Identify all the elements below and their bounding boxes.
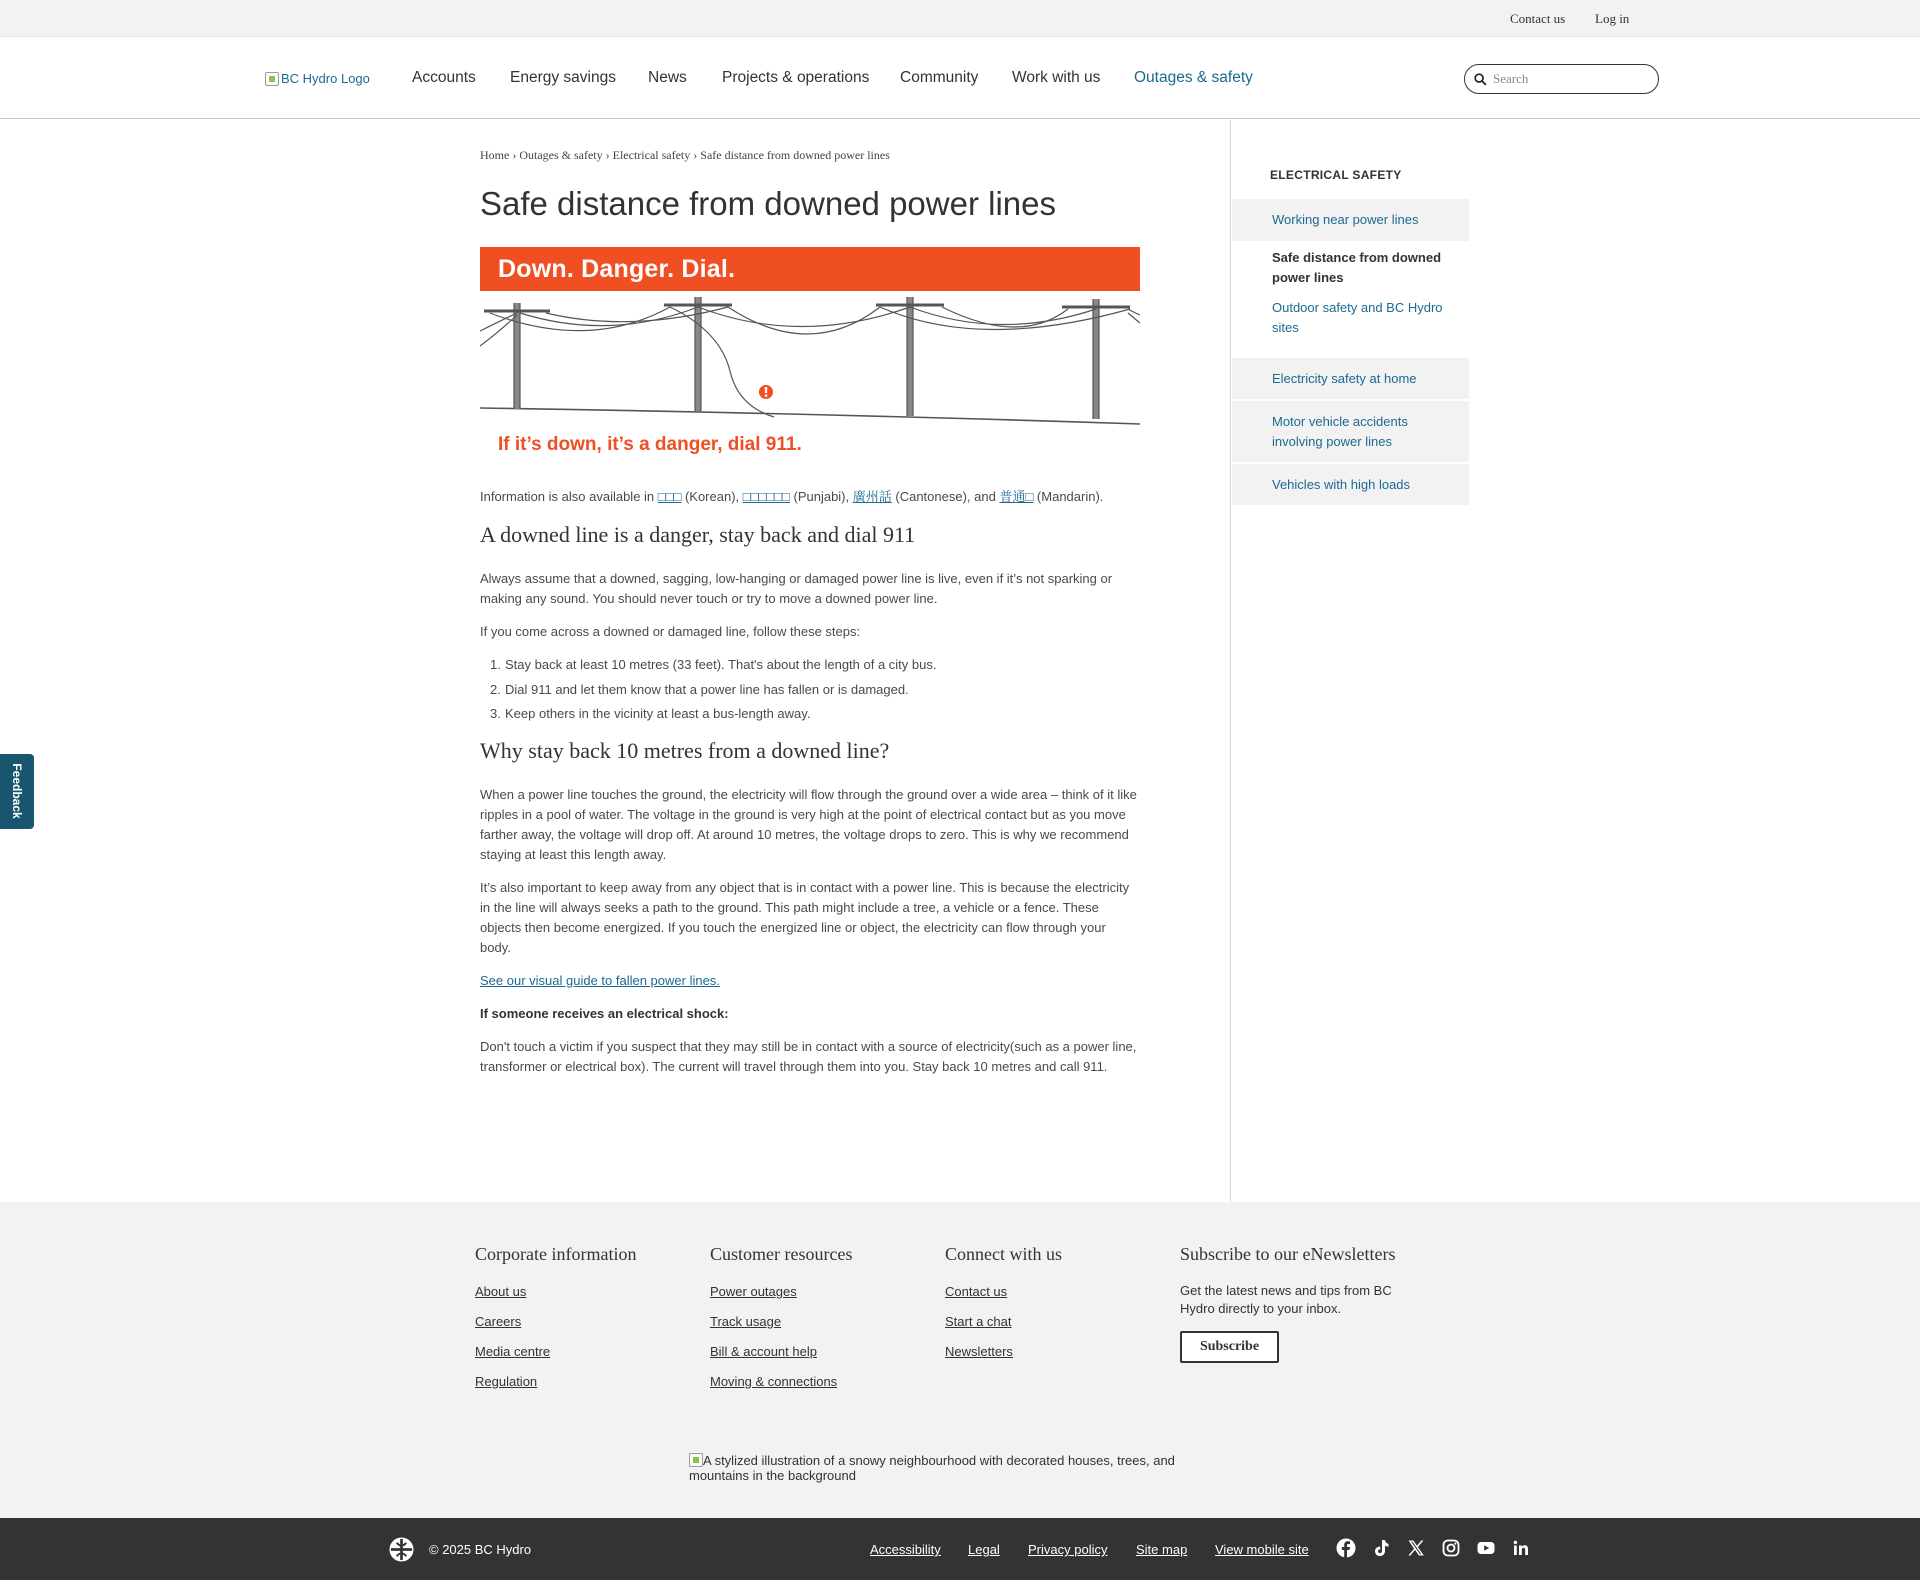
list-item: 3. Keep others in the vicinity at least a bus-length away.: [490, 706, 811, 721]
breadcrumb: [480, 148, 890, 163]
section1-paragraph-1: Always assume that a downed, sagging, low-hanging or damaged power line is live, even if it’s not sparking or making any sound. You should never touch or try to move a downed power line.: [480, 571, 1113, 606]
subscribe-description: Get the latest news and tips from BC Hydro directly to your inbox.: [1180, 1283, 1392, 1316]
log-in-link[interactable]: Log in: [1595, 11, 1630, 26]
breadcrumb-home[interactable]: Home: [480, 148, 510, 162]
breadcrumb-separator: ›: [693, 148, 698, 162]
feedback-tab[interactable]: [0, 754, 34, 829]
step-text: Dial 911 and let them know that a power line has fallen or is damaged.: [505, 681, 909, 697]
sidebar-divider: [1230, 120, 1231, 1202]
step-text: Stay back at least 10 metres (33 feet). That's about the length of a city bus.: [505, 657, 937, 672]
footer-link-regulation[interactable]: Regulation: [475, 1374, 538, 1389]
logo-alt-text: BC Hydro Logo: [281, 71, 370, 86]
korean-label: (Korean),: [681, 489, 743, 504]
sidebar-heading: ELECTRICAL SAFETY: [1270, 168, 1402, 182]
sidebar-item-electricity-safety-home[interactable]: Electricity safety at home: [1232, 358, 1469, 399]
step-text: Keep others in the vicinity at least a bus-length away.: [505, 706, 811, 721]
youtube-icon[interactable]: [1476, 1538, 1496, 1558]
footer: [0, 1202, 1920, 1518]
search-icon: [1474, 73, 1487, 86]
hero-illustration: [480, 247, 1140, 465]
section2-paragraph-3: Don't touch a victim if you suspect that they may still be in contact with a source of electricity(such as a power line, transformer or electrical box). The current will travel through them into you. Stay back 10 metres and call 911.: [480, 1039, 1137, 1074]
facebook-icon[interactable]: [1336, 1538, 1356, 1558]
cantonese-label: (Cantonese), and: [891, 489, 1000, 504]
bottom-link-privacy-policy[interactable]: Privacy policy: [1028, 1542, 1108, 1557]
search-box[interactable]: [1464, 64, 1659, 94]
seasonal-illustration: [689, 1453, 1189, 1483]
visual-guide-link[interactable]: See our visual guide to fallen power lines.: [480, 973, 720, 988]
breadcrumb-separator: ›: [512, 148, 517, 162]
punjabi-link[interactable]: □□□□□□: [742, 489, 790, 504]
footer-link-newsletters[interactable]: Newsletters: [945, 1344, 1013, 1359]
footer-title-subscribe: Subscribe to our eNewsletters: [1180, 1244, 1396, 1264]
shock-heading: If someone receives an electrical shock:: [480, 1006, 729, 1021]
footer-link-media-centre[interactable]: Media centre: [475, 1344, 551, 1359]
sidebar-item-safe-distance: Safe distance from downed power lines: [1272, 250, 1442, 285]
section2-paragraph-2: It’s also important to keep away from any object that is in contact with a power line. This is because the electricity in the line will always seeks a path to the ground. This path might include a tree, a vehicle or a fence. These objects then become energized. If you touch the energized line or object, the electricity can flow through your body.: [480, 880, 1130, 955]
contact-us-link[interactable]: Contact us: [1510, 11, 1566, 26]
main-navigation: [0, 37, 1920, 119]
footer-link-track-usage[interactable]: Track usage: [710, 1314, 782, 1329]
search-input[interactable]: [1493, 71, 1653, 87]
korean-link[interactable]: □□□: [657, 489, 682, 504]
languages-paragraph: [480, 487, 1140, 507]
power-lines-drawing: [480, 291, 1140, 436]
nav-item-projects-operations[interactable]: Projects & operations: [722, 69, 870, 86]
list-item: 1. Stay back at least 10 metres (33 feet). That's about the length of a city bus.: [490, 657, 937, 672]
footer-link-moving-connections[interactable]: Moving & connections: [710, 1374, 838, 1389]
footer-link-power-outages[interactable]: Power outages: [710, 1284, 797, 1299]
feedback-label: Feedback: [10, 763, 24, 819]
footer-title-customer: Customer resources: [710, 1244, 853, 1264]
warning-symbol: [759, 385, 773, 399]
x-icon[interactable]: [1406, 1538, 1426, 1558]
nav-item-news[interactable]: News: [648, 69, 687, 86]
page-title: Safe distance from downed power lines: [480, 185, 1056, 222]
footer-link-contact-us[interactable]: Contact us: [945, 1284, 1008, 1299]
footer-link-careers[interactable]: Careers: [475, 1314, 522, 1329]
bc-hydro-logo[interactable]: [265, 71, 370, 86]
sidebar-item-working-near-power-lines[interactable]: Working near power lines: [1232, 199, 1469, 241]
sidebar-item-outdoor-safety[interactable]: Outdoor safety and BC Hydro sites: [1272, 300, 1443, 335]
mandarin-label: (Mandarin).: [1033, 489, 1104, 504]
section-heading-why-10-metres: Why stay back 10 metres from a downed line?: [480, 738, 890, 763]
footer-link-bill-account-help[interactable]: Bill & account help: [710, 1344, 817, 1359]
breadcrumb-current: Safe distance from downed power lines: [700, 148, 890, 162]
broken-image-icon: [689, 1453, 703, 1467]
nav-item-community[interactable]: Community: [900, 69, 979, 86]
section2-paragraph-1: When a power line touches the ground, the electricity will flow through the ground over a wide area – think of it like ripples in a pool of water. The voltage in the ground is very high at the point of electrical contact but as you move farther away, the voltage will drop off. At around 10 metres, the voltage drops to zero. This is why we recommend staying at least this length away.: [480, 787, 1137, 862]
nav-item-outages-safety[interactable]: Outages & safety: [1134, 69, 1253, 86]
subscribe-button[interactable]: Subscribe: [1180, 1331, 1279, 1363]
bottom-bar: [0, 1518, 1920, 1580]
copyright: © 2025 BC Hydro: [429, 1542, 532, 1557]
bc-hydro-mark-icon[interactable]: [389, 1537, 414, 1562]
breadcrumb-electrical-safety[interactable]: Electrical safety: [612, 148, 691, 162]
hero-caption: If it’s down, it’s a danger, dial 911.: [498, 434, 802, 455]
footer-title-connect: Connect with us: [945, 1244, 1062, 1264]
footer-title-corporate: Corporate information: [475, 1244, 637, 1264]
list-item: 2. Dial 911 and let them know that a power line has fallen or is damaged.: [490, 681, 909, 697]
safety-steps-list: [490, 655, 1125, 729]
section-heading-danger: A downed line is a danger, stay back and dial 911: [480, 522, 916, 547]
bottom-link-accessibility[interactable]: Accessibility: [870, 1542, 941, 1557]
broken-image-icon: [265, 72, 279, 86]
nav-item-energy-savings[interactable]: Energy savings: [510, 69, 616, 86]
seasonal-illustration-alt: A stylized illustration of a snowy neighbourhood with decorated houses, trees, and mountains in the background: [689, 1453, 1175, 1483]
hero-banner-text: Down. Danger. Dial.: [498, 255, 736, 283]
breadcrumb-separator: ›: [605, 148, 610, 162]
linkedin-icon[interactable]: [1511, 1538, 1531, 1558]
punjabi-label: (Punjabi),: [789, 489, 853, 504]
bottom-link-site-map[interactable]: Site map: [1136, 1542, 1188, 1557]
sidebar-item-vehicles-high-loads[interactable]: Vehicles with high loads: [1232, 464, 1469, 505]
languages-intro: Information is also available in: [480, 489, 658, 504]
nav-item-accounts[interactable]: Accounts: [412, 69, 476, 86]
nav-item-work-with-us[interactable]: Work with us: [1012, 69, 1101, 86]
cantonese-link[interactable]: 廣州話: [852, 489, 892, 504]
bottom-link-legal[interactable]: Legal: [968, 1542, 1000, 1557]
tiktok-icon[interactable]: [1371, 1538, 1391, 1558]
breadcrumb-outages-safety[interactable]: Outages & safety: [519, 148, 603, 162]
mandarin-link[interactable]: 普通□: [999, 489, 1034, 504]
visual-guide-paragraph: [480, 971, 1140, 991]
instagram-icon[interactable]: [1441, 1538, 1461, 1558]
section1-paragraph-2: If you come across a downed or damaged line, follow these steps:: [480, 624, 861, 639]
footer-link-about-us[interactable]: About us: [475, 1284, 527, 1299]
footer-link-start-chat[interactable]: Start a chat: [945, 1314, 1012, 1329]
sidebar-item-motor-vehicle-accidents[interactable]: Motor vehicle accidents involving power lines: [1232, 401, 1469, 462]
utility-bar: [0, 0, 1920, 37]
bottom-link-mobile-site[interactable]: View mobile site: [1215, 1542, 1309, 1557]
